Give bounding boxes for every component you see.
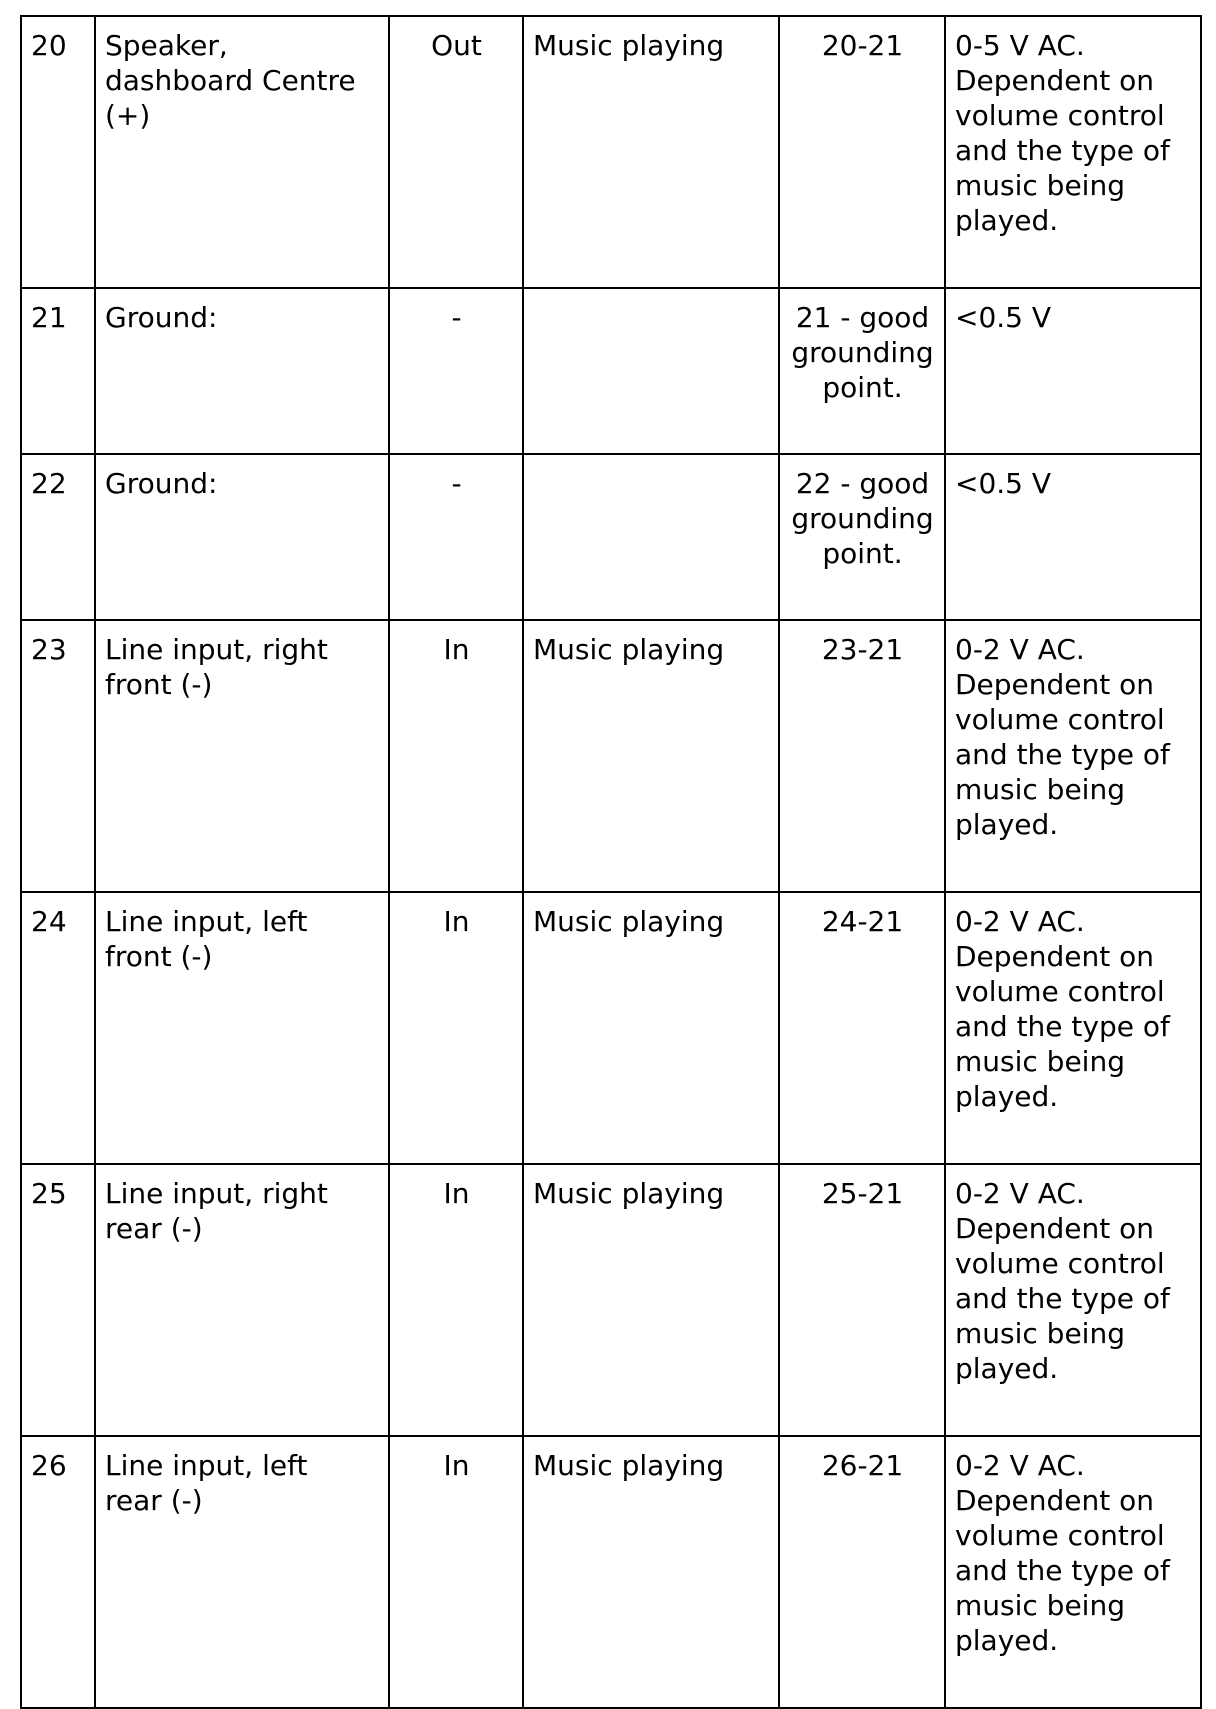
pin-number-cell: 22	[21, 454, 95, 620]
nominal-value-cell: 0-5 V AC. Dependent on volume control and the type of music being played.	[945, 16, 1201, 288]
condition-cell	[523, 288, 779, 454]
direction-cell: In	[389, 1164, 523, 1436]
measure-point-cell: 22 - good grounding point.	[779, 454, 945, 620]
table-row	[21, 454, 1201, 620]
measure-point-cell: 21 - good grounding point.	[779, 288, 945, 454]
pin-number-cell: 25	[21, 1164, 95, 1436]
direction-cell: In	[389, 620, 523, 892]
function-cell: Speaker, dashboard Centre (+)	[95, 16, 389, 288]
nominal-value-cell: <0.5 V	[945, 454, 1201, 620]
table-row	[21, 892, 1201, 1164]
measure-point-cell: 20-21	[779, 16, 945, 288]
condition-cell: Music playing	[523, 1436, 779, 1708]
table-row	[21, 288, 1201, 454]
table-row	[21, 1164, 1201, 1436]
condition-cell: Music playing	[523, 892, 779, 1164]
pin-number-cell: 24	[21, 892, 95, 1164]
pin-number-cell: 26	[21, 1436, 95, 1708]
nominal-value-cell: 0-2 V AC. Dependent on volume control and the type of music being played.	[945, 620, 1201, 892]
condition-cell: Music playing	[523, 620, 779, 892]
direction-cell: -	[389, 288, 523, 454]
function-cell: Ground:	[95, 454, 389, 620]
pin-number-cell: 23	[21, 620, 95, 892]
measure-point-cell: 26-21	[779, 1436, 945, 1708]
direction-cell: In	[389, 1436, 523, 1708]
nominal-value-cell: 0-2 V AC. Dependent on volume control and the type of music being played.	[945, 892, 1201, 1164]
condition-cell: Music playing	[523, 1164, 779, 1436]
table-row	[21, 16, 1201, 288]
function-cell: Line input, right front (-)	[95, 620, 389, 892]
function-cell: Line input, left front (-)	[95, 892, 389, 1164]
direction-cell: -	[389, 454, 523, 620]
nominal-value-cell: <0.5 V	[945, 288, 1201, 454]
condition-cell	[523, 454, 779, 620]
measure-point-cell: 23-21	[779, 620, 945, 892]
table-row	[21, 620, 1201, 892]
nominal-value-cell: 0-2 V AC. Dependent on volume control and the type of music being played.	[945, 1436, 1201, 1708]
measure-point-cell: 25-21	[779, 1164, 945, 1436]
pin-number-cell: 21	[21, 288, 95, 454]
nominal-value-cell: 0-2 V AC. Dependent on volume control and the type of music being played.	[945, 1164, 1201, 1436]
pin-number-cell: 20	[21, 16, 95, 288]
direction-cell: Out	[389, 16, 523, 288]
function-cell: Line input, right rear (-)	[95, 1164, 389, 1436]
measure-point-cell: 24-21	[779, 892, 945, 1164]
function-cell: Ground:	[95, 288, 389, 454]
table-row	[21, 1436, 1201, 1708]
pinout-table	[20, 15, 1202, 1709]
function-cell: Line input, left rear (-)	[95, 1436, 389, 1708]
direction-cell: In	[389, 892, 523, 1164]
condition-cell: Music playing	[523, 16, 779, 288]
